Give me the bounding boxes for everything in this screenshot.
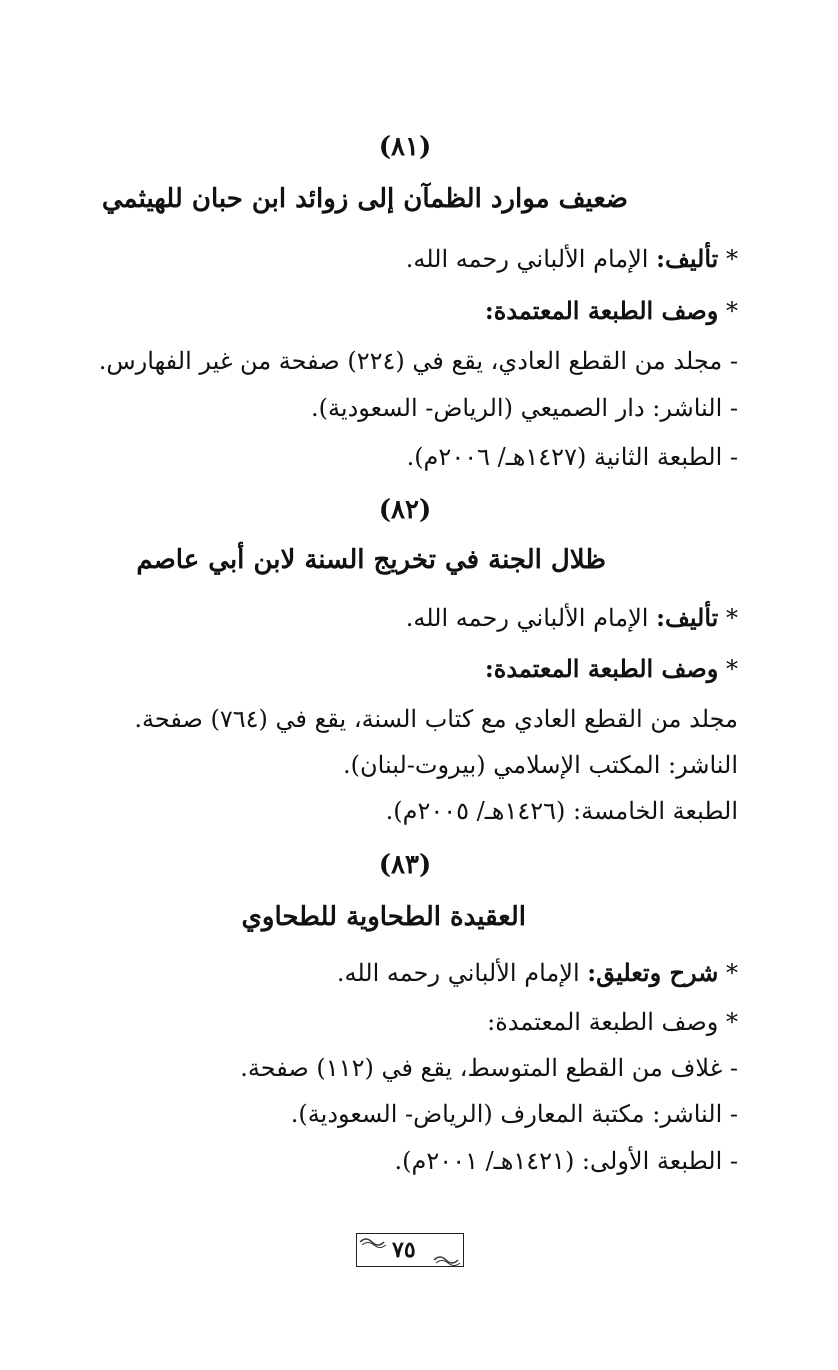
entry-line: [134, 705, 738, 733]
line-text: مجلد من القطع العادي مع كتاب السنة، يقع في (٧٦٤) صفحة.: [134, 705, 738, 733]
entry-title: العقيدة الطحاوية للطحاوي: [241, 902, 526, 932]
entry-line: [291, 1100, 738, 1128]
entry-number: (٨٣): [378, 850, 432, 880]
entry-line: [395, 1147, 738, 1175]
entry-title: ظلال الجنة في تخريج السنة لابن أبي عاصم: [136, 545, 606, 575]
entry-line: [487, 1008, 738, 1036]
line-text: - مجلد من القطع العادي، يقع في (٢٢٤) صفحة من غير الفهارس.: [98, 347, 738, 375]
bullet: *: [718, 604, 738, 632]
line-text: - غلاف من القطع المتوسط، يقع في (١١٢) صفحة.: [240, 1054, 738, 1082]
entry-line: [386, 797, 738, 825]
line-label: شرح وتعليق:: [587, 958, 719, 987]
line-text: الطبعة الخامسة: (١٤٢٦هـ/ ٢٠٠٥م).: [385, 797, 738, 825]
line-text: الناشر: المكتب الإسلامي (بيروت-لبنان).: [343, 751, 738, 779]
entry-line: [407, 443, 738, 471]
line-label: تأليف:: [656, 603, 719, 632]
line-text: - الطبعة الأولى: (١٤٢١هـ/ ٢٠٠١م).: [394, 1147, 738, 1175]
line-text: الإمام الألباني رحمه الله.: [405, 245, 657, 273]
entry-line: [99, 347, 738, 375]
line-label: وصف الطبعة المعتمدة:: [484, 654, 719, 683]
entry-number: (٨١): [378, 132, 432, 162]
ornament-icon: [432, 1253, 462, 1267]
line-label: وصف الطبعة المعتمدة:: [484, 296, 719, 325]
bullet: *: [718, 297, 738, 325]
entry-number: (٨٢): [378, 495, 432, 525]
entry-line: [240, 1054, 738, 1082]
line-label: تأليف:: [656, 244, 719, 273]
entry-line: [485, 296, 738, 325]
entry-line: [406, 603, 738, 632]
bullet: *: [718, 1008, 738, 1036]
entry-line: [337, 958, 738, 987]
line-text: الإمام الألباني رحمه الله.: [336, 959, 588, 987]
bullet: *: [718, 655, 738, 683]
ornament-icon: [358, 1235, 388, 1249]
line-text: - الناشر: دار الصميعي (الرياض- السعودية).: [311, 394, 738, 422]
line-text: وصف الطبعة المعتمدة:: [487, 1008, 719, 1036]
entry-line: [343, 751, 738, 779]
entry-line: [485, 654, 738, 683]
line-text: الإمام الألباني رحمه الله.: [405, 604, 657, 632]
entry-line: [406, 244, 738, 273]
bullet: *: [718, 245, 738, 273]
line-text: - الطبعة الثانية (١٤٢٧هـ/ ٢٠٠٦م).: [406, 443, 738, 471]
line-text: - الناشر: مكتبة المعارف (الرياض- السعودية).: [290, 1100, 738, 1128]
page-number: ٧٥: [392, 1237, 416, 1263]
entry-title: ضعيف موارد الظمآن إلى زوائد ابن حبان للهيثمي: [101, 184, 628, 214]
entry-line: [311, 394, 738, 422]
bullet: *: [718, 959, 738, 987]
